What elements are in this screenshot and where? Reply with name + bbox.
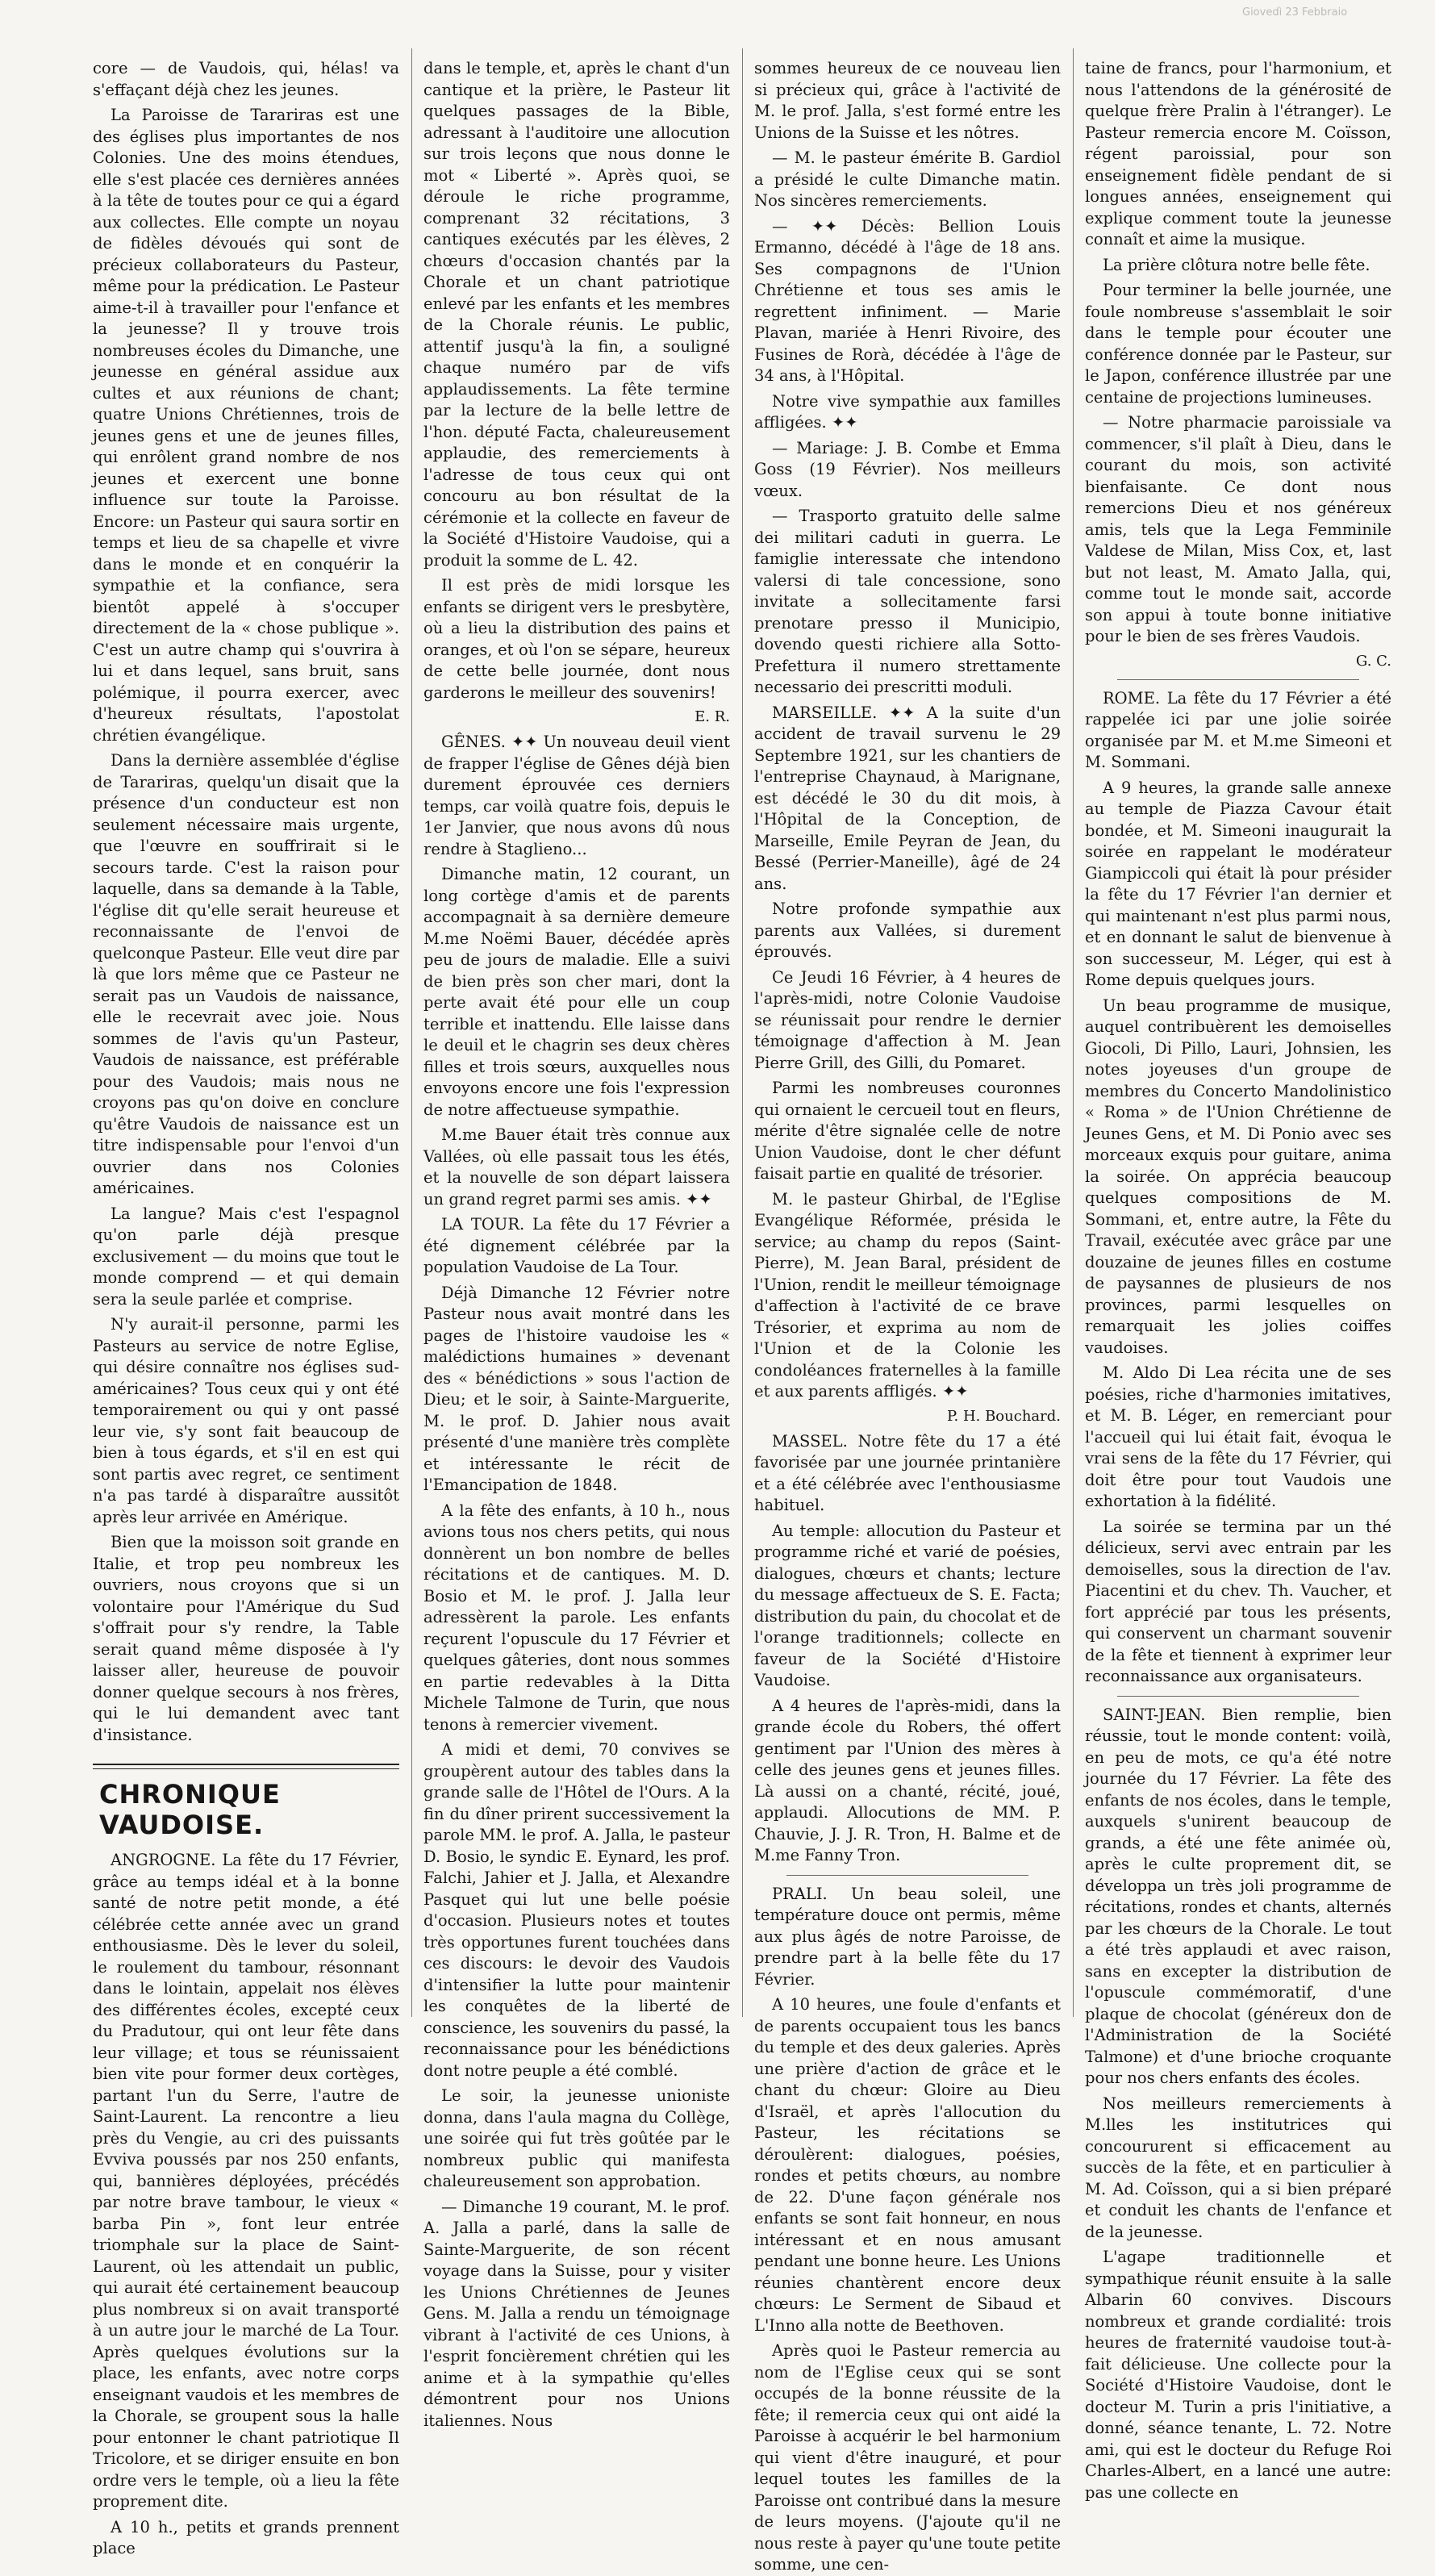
paragraph: Notre profonde sympathie aux parents aux Vallées, si durement éprouvés.: [754, 900, 1061, 961]
paragraph: MARSEILLE. ✦✦ A la suite d'un accident de travail survenu le 29 Septembre 1921, sur les chantiers de l'entreprise Chaynaud, à Marignane, est décédé le 30 du dit mois, à l'Hôpital de la Conception, de Marseille, Emile Peyran de Jean, du Bessé (Perrier-Maneille), âgé de 24 ans.: [754, 703, 1061, 893]
separator: [1117, 679, 1359, 680]
signature: E. R.: [695, 708, 730, 725]
paragraph: — Dimanche 19 courant, M. le prof. A. Jalla a parlé, dans la salle de Sainte-Marguerite, de son récent voyage dans la Suisse, pour y visiter les Unions Chrétiennes de Jeunes Gens. M. Jalla a rendu un témoignage vibrant à l'activité de ces Unions, à l'esprit foncièrement chrétien qui les anime et à la sympathie qu'elles démontrent pour nos Unions italiennes. Nous: [423, 2197, 730, 2430]
paragraph: Bien que la moisson soit grande en Italie, et trop peu nombreux les ouvriers, nous croyons que si un volontaire pour l'Amérique du Sud s'offrait pour s'y rendre, la Table serait quand même disposée à l'y laisser aller, heureuse de pouvoir donner quelque secours à nos frères, qui le lui demandent avec tant d'insistance.: [93, 1533, 399, 1744]
column-2: [423, 58, 730, 2430]
column-4: [1085, 58, 1391, 2502]
paragraph: A midi et demi, 70 convives se groupèrent autour des tables dans la grande salle de l'Hôtel de l'Ours. A la fin du dîner prirent successivement la parole MM. le prof. A. Jalla, le pasteur D. Bosio, le syndic E. Eynard, les prof. Falchi, Jahier et J. Jalla, et Alexandre Pasquet qui lut une belle poésie d'occasion. Plusieurs notes et toutes très opportunes furent touchées dans ces discours: le devoir des Vaudois d'intensifier la lutte pour maintenir les conquêtes de la liberté de conscience, les souvenirs du passé, la reconnaissance pour les bénédictions dont notre peuple a été comblé.: [423, 1740, 730, 2080]
paragraph: Parmi les nombreuses couronnes qui ornaient le cercueil tout en fleurs, mérite d'être signalée celle de notre Union Vaudoise, dont le cher défunt faisait partie en qualité de trésorier.: [754, 1079, 1061, 1183]
paragraph: SAINT-JEAN. Bien remplie, bien réussie, tout le monde content: voilà, en peu de mots, ce qu'a été notre journée du 17 Février. La fête des enfants de nos écoles, dans le temple, auxquels s'unirent beaucoup de grands, a été une fête animée où, après le culte proprement dit, se développa un très joli programme de récitations, rondes et chants, alternés par les chœurs de la Chorale. Le tout a été très applaudi et avec raison, sans en excepter la distribution de l'opuscule commémoratif, d'une plaque de chocolat (généreux don de l'Administration de la Société Talmone) et d'une brioche croquante pour nos chers enfants des écoles.: [1085, 1705, 1391, 2087]
paragraph: Déjà Dimanche 12 Février notre Pasteur nous avait montré dans les pages de l'histoire vaudoise les « malédictions humaines » devenant des « bénédictions » sous l'action de Dieu; et le soir, à Sainte-Marguerite, M. le prof. D. Jahier nous avait présenté d'une manière très complète et intéressante le récit de l'Emancipation de 1848.: [423, 1283, 730, 1494]
paragraph: La soirée se termina par un thé délicieux, servi avec entrain par les demoiselles, sous la direction de l'av. Piacentini et du chev. Th. Vaucher, et fort apprécié par tous les présents, qui conservent un charmant souvenir de la fête et tiennent à exprimer leur reconnaissance aux organisateurs.: [1085, 1517, 1391, 1685]
paragraph: M.me Bauer était très connue aux Vallées, où elle passait tous les étés, et la nouvelle de son départ laissera un grand regret parmi ses amis. ✦✦: [423, 1125, 730, 1209]
paragraph: Notre vive sympathie aux familles affligées. ✦✦: [754, 391, 1061, 432]
paragraph: sommes heureux de ce nouveau lien si précieux qui, grâce à l'activité de M. le prof. Jalla, s'est formé entre les Unions de la Suisse et les nôtres.: [754, 59, 1061, 142]
paragraph: dans le temple, et, après le chant d'un cantique et la prière, le Pasteur lit quelques passages de la Bible, adressant à l'auditoire une allocution sur trois leçons que nous donne le mot « Liberté ». Après quoi, se déroule le riche programme, comprenant 32 récitations, 3 cantiques exécutés par les élèves, 2 chœurs d'occasion chantés par la Chorale et un chant patriotique enlevé par les enfants et les membres de la Chorale réunis. Le public, attentif jusqu'à la fin, a souligné chaque numéro par de vifs applaudissements. La fête termine par la lecture de la belle lettre de l'hon. député Facta, chaleureusement applaudie, des remerciements à l'adresse de tous ceux qui ont concouru au bon résultat de la cérémonie et la collecte en faveur de la Société d'Histoire Vaudoise, qui a produit la somme de L. 42.: [423, 59, 730, 570]
paragraph: A la fête des enfants, à 10 h., nous avions tous nos chers petits, qui nous donnèrent un bon nombre de belles récitations et de cantiques. M. D. Bosio et M. le prof. J. Jalla leur adressèrent la parole. Les enfants reçurent l'opuscule du 17 Février et quelques gâteries, dont nous sommes en partie redevables à la Ditta Michele Talmone de Turin, que nous tenons à remercier vivement.: [423, 1501, 730, 1734]
paragraph: N'y aurait-il personne, parmi les Pasteurs au service de notre Eglise, qui désire connaître nos églises sud-américaines? Tous ceux qui y ont été temporairement ou qui y ont passé leur vie, s'y sont fait beaucoup de bien à tous égards, et s'il en est qui sont partis avec regret, ce sentiment n'a pas tardé à disparaître aussitôt après leur arrivée en Amérique.: [93, 1315, 399, 1526]
paragraph: A 10 h., petits et grands prennent place: [93, 2517, 399, 2557]
column-divider: [411, 48, 412, 2017]
section-title: CHRONIQUE VAUDOISE.: [99, 1779, 281, 1840]
paragraph: MASSEL. Notre fête du 17 a été favorisée par une journée printanière et a été célébrée avec l'enthousiasme habituel.: [754, 1431, 1061, 1514]
paragraph: Pour terminer la belle journée, une foule nombreuse s'assemblait le soir dans le temple pour écouter une conférence donnée par le Pasteur, sur le Japon, conférence illustrée par une centaine de projections lumineuses.: [1085, 281, 1391, 407]
paragraph: ANGROGNE. La fête du 17 Février, grâce au temps idéal et à la bonne santé de notre petit monde, a été célébrée cette année avec un grand enthousiasme. Dès le lever du soleil, le roulement du tambour, résonnant dans le lointain, appelait nos élèves des différentes écoles, excepté ceux du Pradutour, qui ont leur fête dans leur village; et tous se réunissaient bien vite pour former deux cortèges, partant l'un du Serre, l'autre de Saint-Laurent. La rencontre a lieu près du Vengie, au cri des puissants Evviva poussés par nos 250 enfants, qui, bannières déployées, précédés par notre brave tambour, le vieux « barba Pin », font leur entrée triomphale sur la place de Saint-Laurent, où les attendait un public, qui aurait été certainement beaucoup plus nombreux si on avait transporté à un autre jour le marché de La Tour. Après quelques évolutions sur la place, les enfants, avec notre corps enseignant vaudois et les membres de la Chorale, se groupent sous la halle pour entonner le chant patriotique Il Tricolore, et se diriger ensuite en bon ordre vers le temple, où a lieu la fête proprement dite.: [93, 1851, 399, 2511]
column-divider: [1073, 48, 1074, 2017]
paragraph: Après quoi le Pasteur remercia au nom de l'Eglise ceux qui se sont occupés de la bonne réussite de la fête; il remercia ceux qui ont aidé la Paroisse à acquérir le bel harmonium qui vient d'être inauguré, et pour lequel toutes les familles de la Paroisse ont contribué dans la mesure de leurs moyens. (J'ajoute qu'il ne nous reste à payer qu'une toute petite somme, une cen-: [754, 2341, 1061, 2574]
column-3: [754, 58, 1061, 2574]
paragraph: Le soir, la jeunesse unioniste donna, dans l'aula magna du Collège, une soirée qui fut très goûtée par le nombreux public qui manifesta chaleureusement son approbation.: [423, 2086, 730, 2190]
separator: [786, 1875, 1028, 1876]
header-faint-text: Giovedì 23 Febbraio: [1242, 6, 1348, 19]
paragraph: M. Aldo Di Lea récita une de ses poésies, riche d'harmonies imitatives, et M. B. Léger, en remerciant pour l'accueil qui lui était fait, évoqua le vrai sens de la fête du 17 Février, qui doit être pour tout Vaudois une exhortation à la fidélité.: [1085, 1363, 1391, 1510]
paragraph: — ✦✦ Décès: Bellion Louis Ermanno, décédé à l'âge de 18 ans. Ses compagnons de l'Union Chrétienne et tous ses amis le regrettent infiniment. — Marie Plavan, mariée à Henri Rivoire, des Fusines de Rorà, décédée à l'âge de 34 ans, à l'Hôpital.: [754, 216, 1061, 385]
paragraph: Ce Jeudi 16 Février, à 4 heures de l'après-midi, notre Colonie Vaudoise se réunissait pour rendre le dernier témoignage d'affection à M. Jean Pierre Grill, des Gilli, du Pomaret.: [754, 967, 1061, 1072]
paragraph: Dans la dernière assemblée d'église de Tarariras, quelqu'un disait que la présence d'un conducteur est non seulement nécessaire mais urgente, que l'œuvre en souffrirait si le secours tarde. C'est la raison pour laquelle, dans sa demande à la Table, l'église dit qu'elle serait heureuse et reconnaissante de l'envoi de quelconque Pasteur. Elle veut dire par là que lors même que ce Pasteur ne serait pas un Vaudois de naissance, elle le recevrait avec joie. Nous sommes de l'avis qu'un Pasteur, Vaudois de naissance, est préférable pour des Vaudois; mais nous ne croyons pas qu'on doive en conclure qu'être Vaudois de naissance est un titre indispensable pour l'envoi d'un ouvrier dans nos Colonies américaines.: [93, 751, 399, 1197]
paragraph: La Paroisse de Tarariras est une des églises plus importantes de nos Colonies. Une des moins étendues, elle s'est placée ces dernières années à la tête de toutes pour ce qui a égard aux collectes. Elle compte un noyau de fidèles dévoués qui sont de précieux collaborateurs du Pasteur, même pour la prédication. Le Pasteur aime-t-il à travailler pour l'enfance et la jeunesse? Il y trouve trois nombreuses écoles du Dimanche, une jeunesse en général assidue aux cultes et aux réunions de chant; quatre Unions Chrétiennes, trois de jeunes gens et une de jeunes filles, qui enrôlent grand nombre de nos jeunes et exercent une bonne influence sur toute la Paroisse. Encore: un Pasteur qui saura sortir en temps et lieu de sa chapelle et vivre dans le monde et en conquérir la sympathie et la confiance, sera bientôt appelé à s'occuper directement de la « chose publique ». C'est un autre champ qui s'ouvrira à lui et dans lequel, sans bruit, sans polémique, il pourra exercer, avec d'heureux résultats, l'apostolat chrétien évangélique.: [93, 106, 399, 745]
signature: P. H. Bouchard.: [947, 1407, 1061, 1425]
paragraph: ROME. La fête du 17 Février a été rappelée ici par une jolie soirée organisée par M. et M.me Simeoni et M. Sommani.: [1085, 688, 1391, 771]
paragraph: Au temple: allocution du Pasteur et programme riché et varié de poésies, dialogues, chœurs et chants; lecture du message affectueux de S. E. Facta; distribution du pain, du chocolat et de l'orange traditionnels; collecte en faveur de la Société d'Histoire Vaudoise.: [754, 1521, 1061, 1689]
paragraph: LA TOUR. La fête du 17 Février a été dignement célébrée par la population Vaudoise de La Tour.: [423, 1215, 730, 1276]
paragraph: — Mariage: J. B. Combe et Emma Goss (19 Février). Nos meilleurs vœux.: [754, 438, 1061, 500]
column-1: [93, 58, 399, 2557]
paragraph: PRALI. Un beau soleil, une température douce ont permis, même aux plus âgés de notre Paroisse, de prendre part à la belle fête du 17 Février.: [754, 1884, 1061, 1989]
paragraph: taine de francs, pour l'harmonium, et nous l'attendons de la générosité de quelque frère Pralin à l'étranger). Le Pasteur remercia encore M. Coïsson, régent paroissial, pour son enseignement fidèle pendant de si longues années, enseignement qui explique comment toute la jeunesse connaît et aime la musique.: [1085, 59, 1391, 248]
paragraph: Nos meilleurs remerciements à M.lles les institutrices qui concoururent si efficacement au succès de la fête, et en particulier à M. Ad. Coïsson, qui a si bien préparé et conduit les chants de l'enfance et de la jeunesse.: [1085, 2094, 1391, 2241]
paragraph: A 9 heures, la grande salle annexe au temple de Piazza Cavour était bondée, et M. Simeoni inaugurait la soirée en rappelant le modérateur Giampiccoli qui était là pour présider la fête du 17 Février l'an dernier et qui maintenant n'est plus parmi nous, et en donnant le salut de bienvenue à son successeur, M. Léger, qui est à Rome depuis quelques jours.: [1085, 778, 1391, 989]
paragraph: — Notre pharmacie paroissiale va commencer, s'il plaît à Dieu, dans le courant du mois, son activité bienfaisante. Ce dont nous remercions Dieu et nos généreux amis, tels que la Lega Femminile Valdese de Milan, Miss Cox, et, last but not least, M. Amato Jalla, qui, comme tout le monde sait, accorde son appui à toute bonne initiative pour le bien de ses frères Vaudois.: [1085, 413, 1391, 645]
paragraph: GÊNES. ✦✦ Un nouveau deuil vient de frapper l'église de Gênes déjà bien durement éprouvée ces derniers temps, car voilà quatre fois, depuis le 1er Janvier, que nous avons dû nous rendre à Staglieno...: [423, 733, 730, 858]
paragraph: — Trasporto gratuito delle salme dei militari caduti in guerra. Le famiglie interessate che intendono valersi di tale concessione, sono invitate a sollecitamente farsi prenotare presso il Municipio, dovendo questi richiere alla Sotto-Prefettura il numero strettamente necessario dei prescritti moduli.: [754, 507, 1061, 696]
paragraph: A 10 heures, une foule d'enfants et de parents occupaient tous les bancs du temple et des deux galeries. Après une prière d'action de grâce et le chant du chœur: Gloire au Dieu d'Israël, et après l'allocution du Pasteur, les récitations se déroulèrent: dialogues, poésies, rondes et petits chœurs, au nombre de 22. D'une façon générale nos enfants se sont fait honneur, en nous intéressant et en nous amusant pendant une bonne heure. Les Unions réunies chantèrent encore deux chœurs: Le Serment de Sibaud et L'Inno alla notte de Beethoven.: [754, 1995, 1061, 2335]
paragraph: core — de Vaudois, qui, hélas! va s'effaçant déjà chez les jeunes.: [93, 59, 399, 99]
separator: [1117, 1696, 1359, 1697]
paragraph: A 4 heures de l'après-midi, dans la grande école du Robers, thé offert gentiment par l'Union des mères à celle des jeunes gens et jeunes filles. Là aussi on a chanté, récité, joué, applaudi. Allocutions de MM. P. Chauvie, J. J. R. Tron, H. Balme et de M.me Fanny Tron.: [754, 1696, 1061, 1864]
paragraph: — M. le pasteur émérite B. Gardiol a présidé le culte Dimanche matin. Nos sincères remerciements.: [754, 148, 1061, 210]
paragraph: Dimanche matin, 12 courant, un long cortège d'amis et de parents accompagnait à sa dernière demeure M.me Noëmi Bauer, décédée après peu de jours de maladie. Elle a suivi de bien près son cher mari, dont la perte avait été pour elle un coup terrible et inattendu. Elle laisse dans le deuil et le chagrin ses deux chères filles et trois sœurs, auxquelles nous envoyons encore une fois l'expression de notre affectueuse sympathie.: [423, 865, 730, 1119]
paragraph: La prière clôtura notre belle fête.: [1103, 255, 1370, 274]
paragraph: Il est près de midi lorsque les enfants se dirigent vers le presbytère, où a lieu la distribution des pains et oranges, et où l'on se sépare, heureux de cette belle journée, dont nous garderons le meilleur des souvenirs!: [423, 576, 730, 702]
signature: G. C.: [1355, 652, 1391, 670]
paragraph: M. le pasteur Ghirbal, de l'Eglise Evangélique Réformée, présida le service; au champ du repos (Saint-Pierre), M. Jean Baral, président de l'Union, rendit le meilleur témoignage d'affection à l'activité de ce brave Trésorier, et exprima au nom de l'Union et de la Colonie les condoléances fraternelles à la famille et aux parents affligés. ✦✦: [754, 1189, 1061, 1401]
paragraph: La langue? Mais c'est l'espagnol qu'on parle déjà presque exclusivement — du moins que tout le monde comprend — et qui demain sera la seule parlée et comprise.: [93, 1204, 399, 1309]
column-divider: [742, 48, 743, 2017]
section-rule: [93, 1764, 399, 1769]
paragraph: L'agape traditionnelle et sympathique réunit ensuite à la salle Albarin 60 convives. Discours nombreux et grande cordialité: trois heures de fraternité vaudoise tout-à-fait délicieuse. Une collecte pour la Société d'Histoire Vaudoise, dont le docteur M. Turin a pris l'initiative, a donné, séance tenante, L. 72. Notre ami, qui est le docteur du Refuge Roi Charles-Albert, en a lancé une autre: pas une collecte en: [1085, 2248, 1391, 2502]
paragraph: Un beau programme de musique, auquel contribuèrent les demoiselles Giocoli, Di Pillo, Lauri, Johnsien, les notes joyeuses d'un groupe de membres du Concerto Mandolinistico « Roma » de l'Union Chrétienne de Jeunes Gens, et M. Di Ponio avec ses morceaux exquis pour guitare, anima la soirée. On apprécia beaucoup quelques compositions de M. Sommani, et, entre autre, la Fête du Travail, exécutée avec grâce par une douzaine de jeunes filles en costume de paysannes de plusieurs de nos provinces, parmi lesquelles on remarquait les jolies coiffes vaudoises.: [1085, 996, 1391, 1357]
